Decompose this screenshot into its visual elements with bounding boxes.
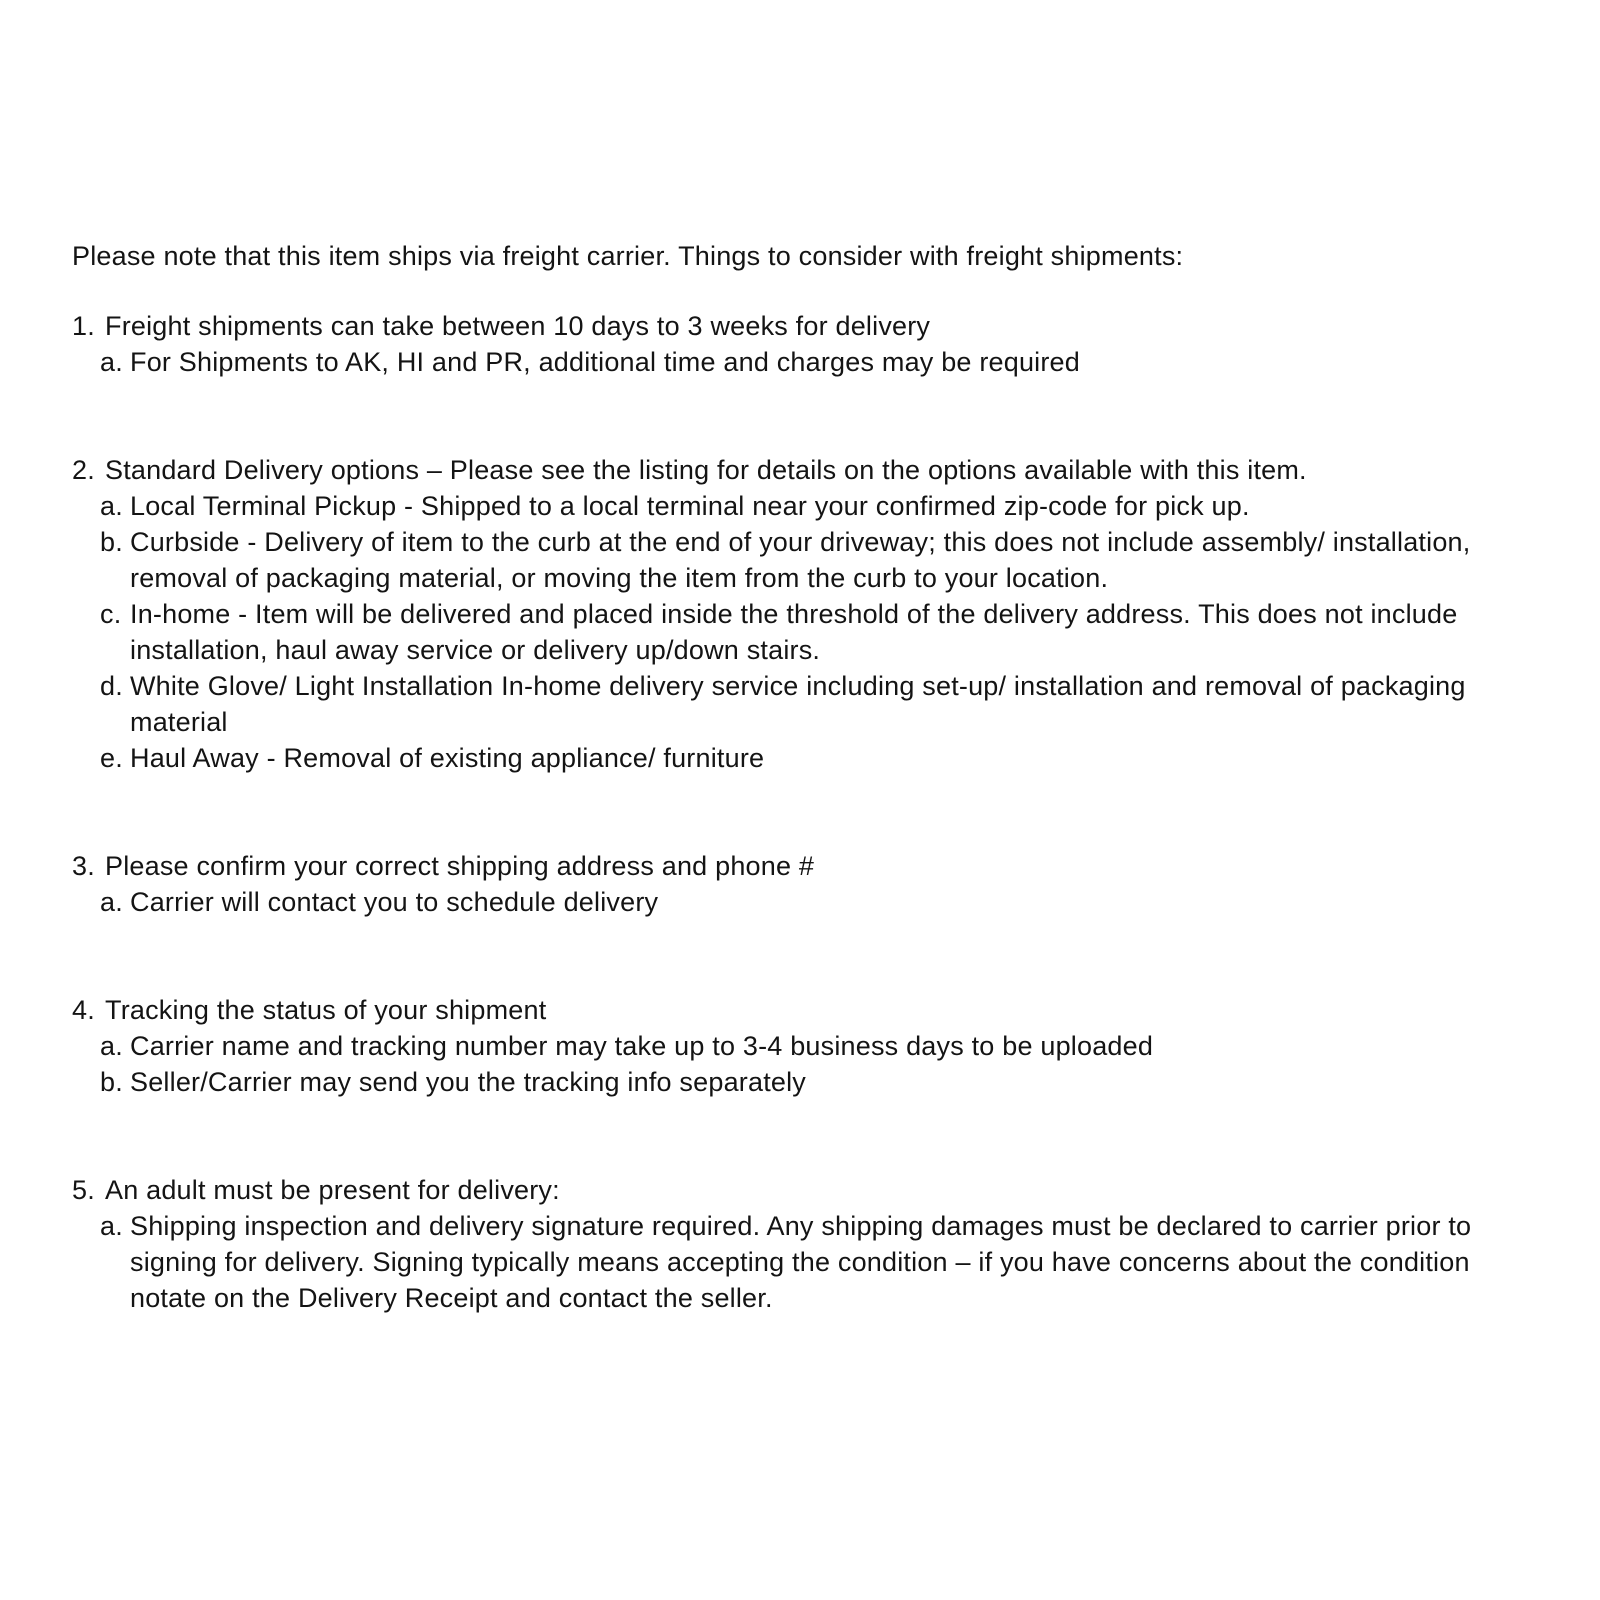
sub-item-text: In-home - Item will be delivered and placed inside the threshold of the delivery address. This does not include installation, haul away service or delivery up/down stairs.	[130, 599, 1458, 665]
list-item-4	[72, 992, 1505, 1100]
list-item-number: 3.	[72, 851, 95, 881]
list-item-2-heading	[72, 452, 1505, 488]
sub-item-text: Carrier will contact you to schedule delivery	[130, 887, 659, 917]
list-item-1	[72, 308, 1505, 380]
sub-item	[100, 1064, 1505, 1100]
list-item-3-heading	[72, 848, 1505, 884]
list-item-text: Please confirm your correct shipping address and phone #	[105, 851, 815, 881]
sub-item-letter: a.	[100, 1031, 123, 1061]
intro-paragraph: Please note that this item ships via freight carrier. Things to consider with freight shipments:	[72, 241, 1184, 271]
sub-item	[100, 596, 1505, 668]
sub-item-letter: b.	[100, 1067, 123, 1097]
sub-item-text: Seller/Carrier may send you the tracking info separately	[130, 1067, 807, 1097]
list-item-text: Freight shipments can take between 10 days to 3 weeks for delivery	[105, 311, 931, 341]
sub-item	[100, 884, 1505, 920]
sub-item-letter: a.	[100, 347, 123, 377]
list-item-text: Standard Delivery options – Please see the listing for details on the options available with this item.	[105, 455, 1307, 485]
list-item-1-subitems	[100, 344, 1505, 380]
list-item-5-heading	[72, 1172, 1505, 1208]
list-item-text: Tracking the status of your shipment	[105, 995, 547, 1025]
sub-item	[100, 1028, 1505, 1064]
sub-item-text: Shipping inspection and delivery signature required. Any shipping damages must be declared to carrier prior to signing for delivery. Signing typically means accepting the condition – if you have concerns about the condition notate on the Delivery Receipt and contact the seller.	[130, 1211, 1472, 1313]
list-item-5	[72, 1172, 1505, 1316]
list-item-3	[72, 848, 1505, 920]
sub-item-text: Carrier name and tracking number may take up to 3-4 business days to be uploaded	[130, 1031, 1154, 1061]
sub-item-letter: a.	[100, 887, 123, 917]
sub-item	[100, 524, 1505, 596]
sub-item	[100, 344, 1505, 380]
list-item-4-subitems	[100, 1028, 1505, 1100]
sub-item	[100, 740, 1505, 776]
sub-item-letter: a.	[100, 1211, 123, 1241]
sub-item	[100, 488, 1505, 524]
sub-item-letter: d.	[100, 671, 123, 701]
list-item-number: 4.	[72, 995, 95, 1025]
sub-item-text: Local Terminal Pickup - Shipped to a local terminal near your confirmed zip-code for pick up.	[130, 491, 1250, 521]
list-item-1-heading	[72, 308, 1505, 344]
sub-item	[100, 1208, 1505, 1316]
list-item-5-subitems	[100, 1208, 1505, 1316]
sub-item-text: For Shipments to AK, HI and PR, additional time and charges may be required	[130, 347, 1080, 377]
list-item-2	[72, 452, 1505, 776]
sub-item-letter: b.	[100, 527, 123, 557]
list-item-text: An adult must be present for delivery:	[105, 1175, 560, 1205]
sub-item-text: Haul Away - Removal of existing appliance/ furniture	[130, 743, 765, 773]
list-item-number: 1.	[72, 311, 95, 341]
sub-item-text: Curbside - Delivery of item to the curb at the end of your driveway; this does not include assembly/ installation, removal of packaging material, or moving the item from the curb to your location.	[130, 527, 1471, 593]
list-item-4-heading	[72, 992, 1505, 1028]
sub-item	[100, 668, 1505, 740]
list-item-number: 2.	[72, 455, 95, 485]
sub-item-letter: a.	[100, 491, 123, 521]
list-item-2-subitems	[100, 488, 1505, 776]
list-item-3-subitems	[100, 884, 1505, 920]
sub-item-letter: e.	[100, 743, 123, 773]
sub-item-letter: c.	[100, 599, 122, 629]
sub-item-text: White Glove/ Light Installation In-home delivery service including set-up/ installation and removal of packaging material	[130, 671, 1466, 737]
list-item-number: 5.	[72, 1175, 95, 1205]
